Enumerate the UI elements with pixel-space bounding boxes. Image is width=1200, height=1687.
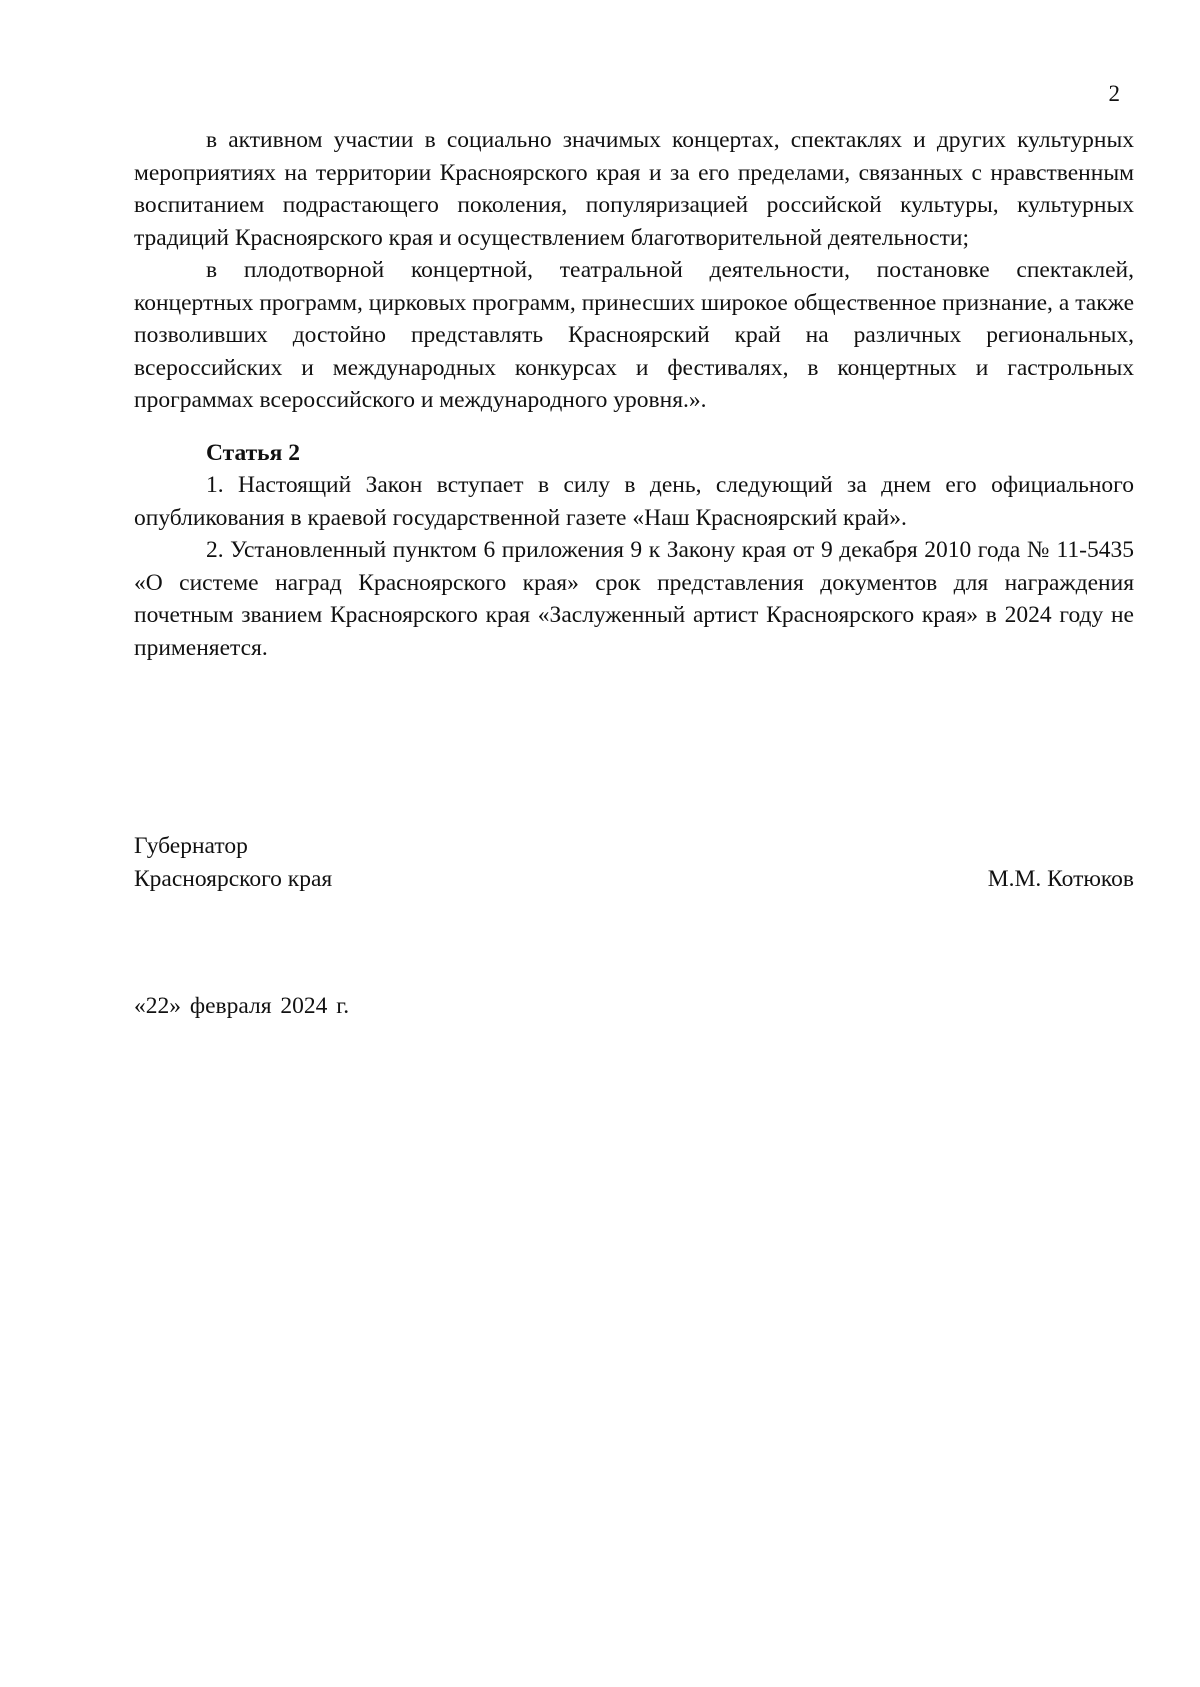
article-heading: Статья 2: [206, 439, 300, 466]
article-item-2: 2. Установленный пунктом 6 приложения 9 к Закону края от 9 декабря 2010 года № 11-5435 «О системе наград Красноярского края» срок представления документов для награждения почетным званием Красноярского края «Заслуженный артист Красноярского края» в 2024 году не применяется.: [134, 537, 1134, 661]
article-item-1: 1. Настоящий Закон вступает в силу в день, следующий за днем его официального опубликования в краевой государственной газете «Наш Красноярский край».: [134, 472, 1134, 531]
page-number: 2: [1108, 81, 1120, 106]
paragraph-active-participation: в активном участии в социально значимых концертах, спектаклях и других культурных мероприятиях на территории Красноярского края и за его пределами, связанных с нравственным воспитанием подрастающего поколения, популяризацией российской культуры, культурных традиций Красноярского края и осуществлением благотворительной деятельности;: [134, 127, 1134, 251]
document-date: «22» февраля 2024 г.: [134, 993, 350, 1019]
document-body: [134, 124, 1134, 664]
paragraph-fruitful-activity: в плодотворной концертной, театральной деятельности, постановке спектаклей, концертных программ, цирковых программ, принесших широкое общественное признание, а также позволивших достойно представлять Красноярский край на различных региональных, всероссийских и международных конкурсах и фестивалях, в концертных и гастрольных программах всероссийского и международного уровня.».: [134, 257, 1134, 413]
signature-row: [134, 863, 1134, 896]
signatory-title-line2: Красноярского края: [134, 866, 333, 892]
signatory-name: М.М. Котюков: [987, 866, 1134, 892]
signatory-title-line1: Губернатор: [134, 833, 248, 859]
signature-block: [134, 830, 1134, 896]
